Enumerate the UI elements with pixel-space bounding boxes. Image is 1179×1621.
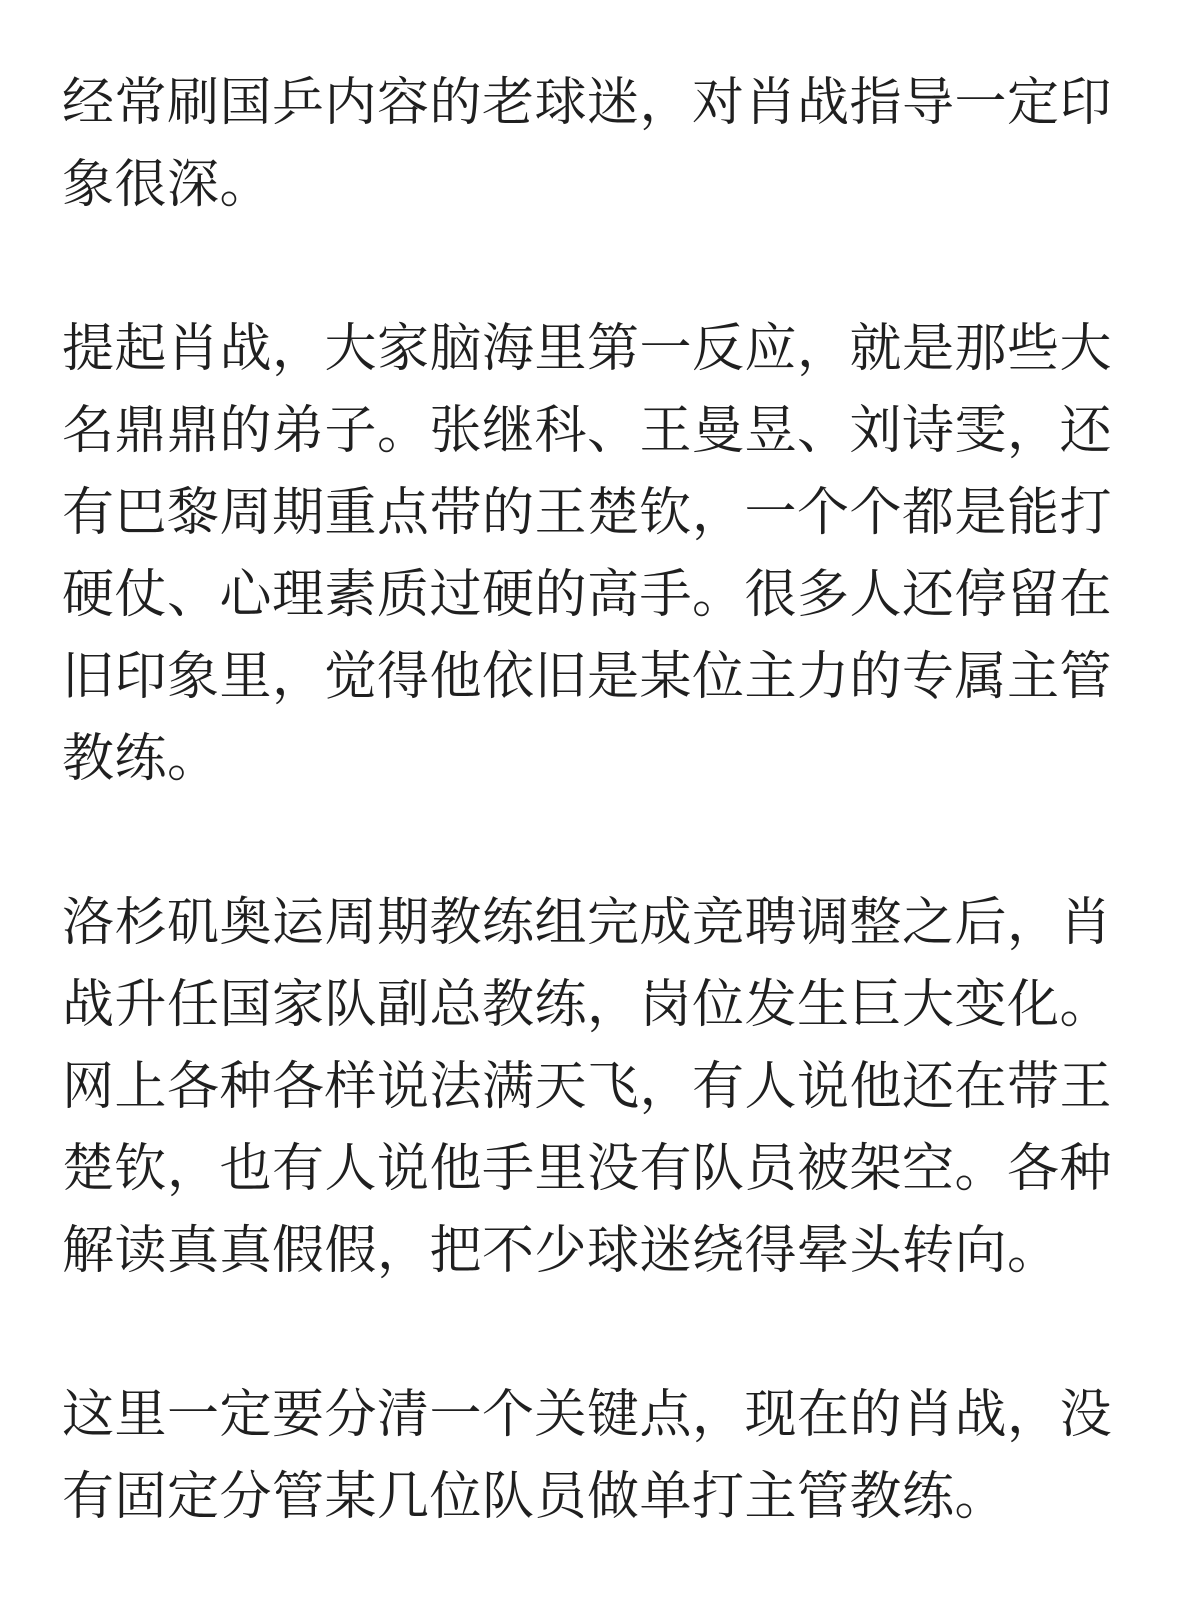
- paragraph-4: 这里一定要分清一个关键点，现在的肖战，没有固定分管某几位队员做单打主管教练。: [62, 1385, 1113, 1527]
- paragraph-1: 经常刷国乒内容的老球迷，对肖战指导一定印象很深。: [62, 73, 1113, 215]
- paragraph-3: 洛杉矶奥运周期教练组完成竞聘调整之后，肖战升任国家队副总教练，岗位发生巨大变化。网上各种各样说法满天飞，有人说他还在带王楚钦，也有人说他手里没有队员被架空。各种解读真真假假，把不少球迷绕得晕头转向。: [62, 893, 1113, 1281]
- paragraph-2: 提起肖战，大家脑海里第一反应，就是那些大名鼎鼎的弟子。张继科、王曼昱、刘诗雯，还有巴黎周期重点带的王楚钦，一个个都是能打硬仗、心理素质过硬的高手。很多人还停留在旧印象里，觉得他依旧是某位主力的专属主管教练。: [62, 319, 1113, 789]
